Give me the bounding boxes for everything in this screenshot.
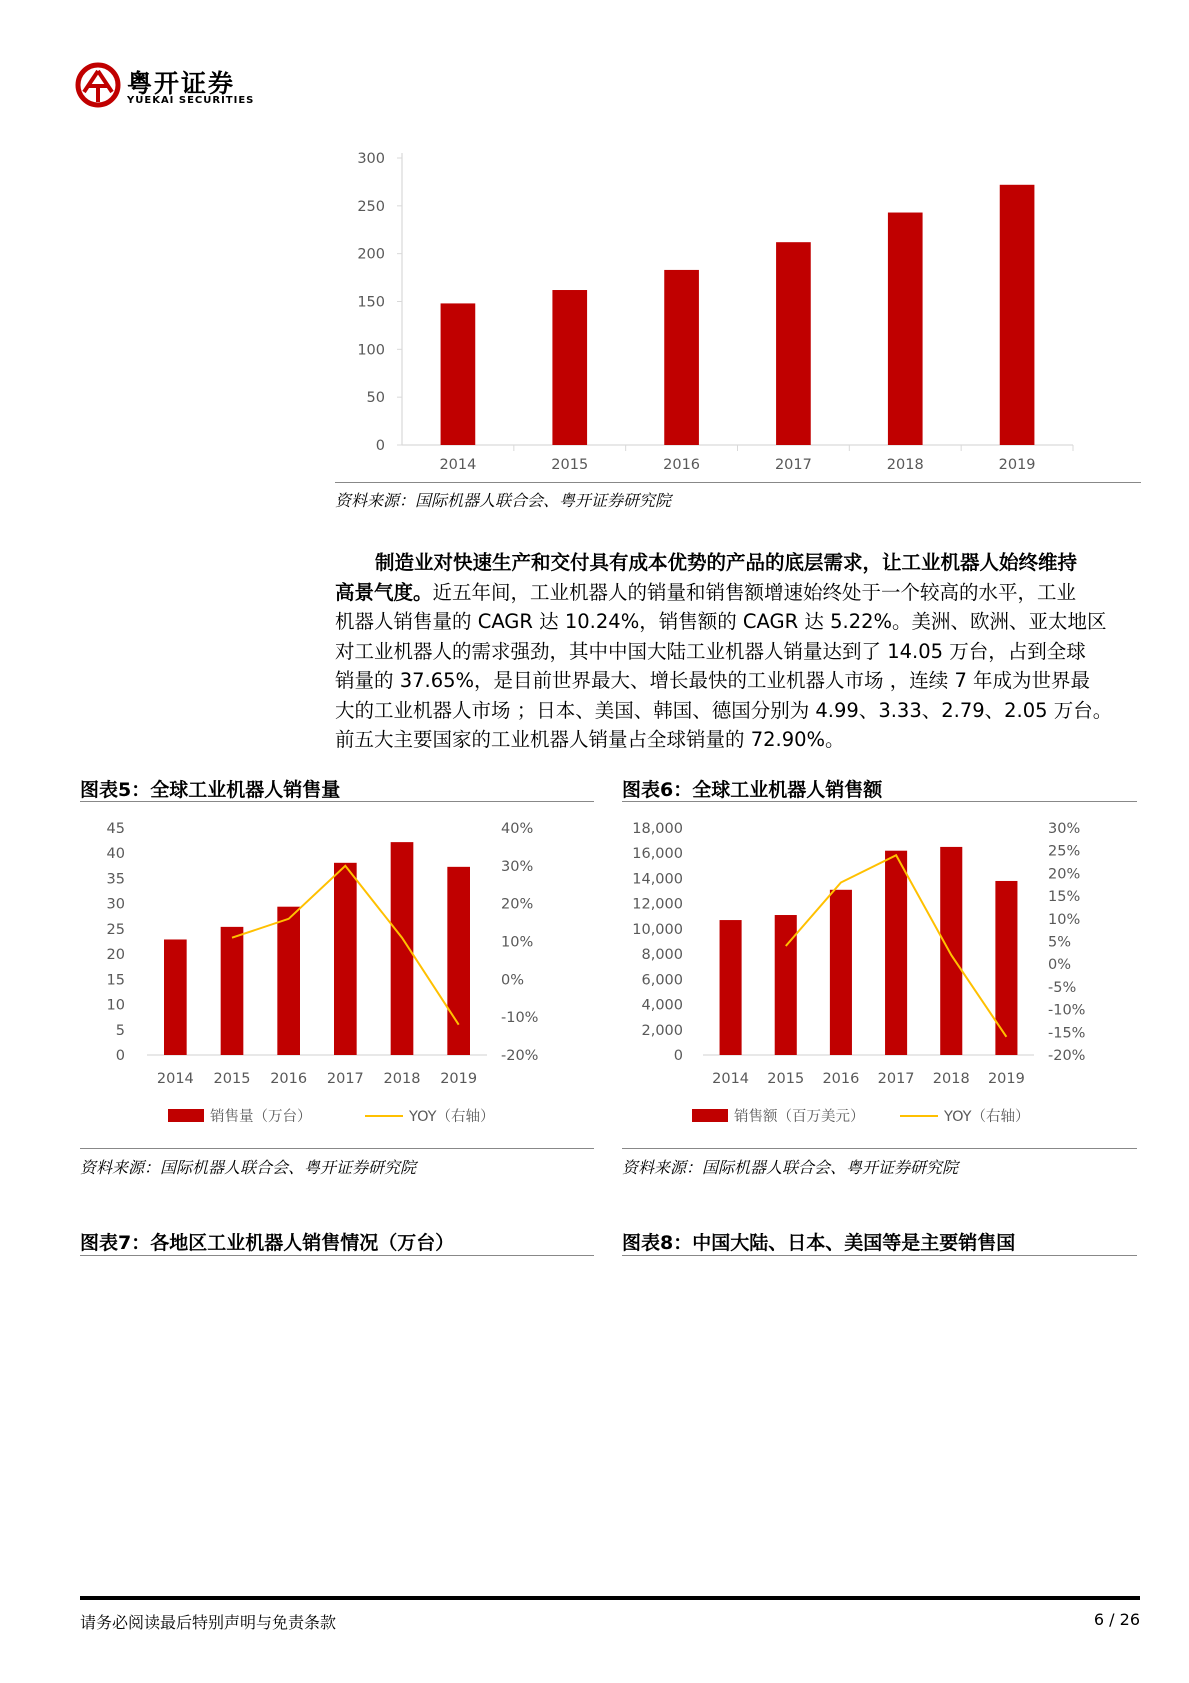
company-logo: [75, 62, 275, 112]
y2-tick-label: -20%: [1048, 1048, 1086, 1064]
x-tick-label: 2014: [712, 1071, 750, 1087]
footer-bar: [80, 1596, 1140, 1600]
y2-tick-label: 0%: [1048, 957, 1072, 974]
x-tick-label: 2017: [877, 1071, 915, 1087]
y2-tick-label: 30%: [501, 858, 534, 875]
y2-tick-label: 0%: [501, 972, 525, 989]
figure6-source: 资料来源：国际机器人联合会、粤开证券研究院: [622, 1158, 959, 1177]
x-tick-label: 2016: [663, 457, 701, 473]
bar: [940, 847, 962, 1055]
x-tick-label: 2018: [932, 1071, 970, 1087]
y-tick-label: 15: [106, 972, 125, 989]
y2-tick-label: 25%: [1048, 843, 1081, 860]
footer-disclaimer: 请务必阅读最后特别声明与免责条款: [80, 1613, 337, 1632]
para-line-7: 前五大主要国家的工业机器人销量占全球销量的 72.90%。: [335, 728, 845, 751]
y-tick-label: 100: [357, 342, 385, 359]
bar: [720, 920, 742, 1055]
legend-bar-label: 销售量（万台）: [210, 1109, 312, 1125]
legend-bar-swatch: [168, 1109, 204, 1122]
bar: [888, 213, 923, 445]
y-tick-label: 2,000: [641, 1022, 683, 1039]
bar: [221, 927, 244, 1055]
y-tick-label: 8,000: [641, 947, 683, 964]
logo-emblem-icon: [75, 62, 121, 108]
y-tick-label: 14,000: [632, 871, 683, 888]
para-line-4: 对工业机器人的需求强劲，其中中国大陆工业机器人销量达到了 14.05 万台，占到全球: [335, 639, 1086, 663]
x-tick-label: 2016: [270, 1071, 308, 1087]
y-tick-label: 150: [357, 294, 385, 311]
x-tick-label: 2017: [774, 457, 812, 473]
y-tick-label: 6,000: [641, 972, 683, 989]
bar: [277, 907, 300, 1055]
figure6-source-rule: [622, 1148, 1137, 1149]
figure8-title: 图表8：中国大陆、日本、美国等是主要销售国: [622, 1232, 1016, 1254]
top-bar-chart-svg: [335, 145, 1075, 475]
figure5-source-rule: [80, 1148, 594, 1149]
x-tick-label: 2015: [213, 1071, 251, 1087]
y-tick-label: 16,000: [632, 846, 683, 863]
y-tick-label: 20: [106, 947, 125, 964]
logo-chinese-name: 粤开证券: [127, 69, 236, 98]
legend-line-label: YOY（右轴）: [409, 1109, 495, 1125]
y-tick-label: 18,000: [632, 821, 683, 837]
y-tick-label: 300: [357, 151, 385, 167]
figure5-chart: [80, 810, 594, 1144]
figure7-title: 图表7：各地区工业机器人销售情况（万台）: [80, 1232, 455, 1254]
y-tick-label: 10: [106, 997, 125, 1014]
y2-tick-label: 20%: [501, 896, 534, 913]
bar: [164, 939, 187, 1055]
y-tick-label: 0: [115, 1048, 125, 1064]
y-tick-label: 30: [106, 896, 125, 913]
x-tick-label: 2017: [326, 1071, 364, 1087]
y-tick-label: 45: [106, 821, 125, 837]
y2-tick-label: -10%: [501, 1010, 539, 1027]
x-tick-label: 2019: [987, 1071, 1025, 1087]
x-tick-label: 2016: [822, 1071, 860, 1087]
x-tick-label: 2018: [383, 1071, 421, 1087]
bar: [447, 867, 470, 1055]
page-footer: [80, 1610, 1140, 1633]
page-number: 6 / 26: [1093, 1610, 1140, 1629]
top-bar-chart: [335, 145, 1075, 479]
top-chart-source: 资料来源：国际机器人联合会、粤开证券研究院: [335, 491, 672, 510]
figure5-source: 资料来源：国际机器人联合会、粤开证券研究院: [80, 1158, 417, 1177]
y-tick-label: 200: [357, 246, 385, 263]
y-tick-label: 12,000: [632, 896, 683, 913]
legend-bar-swatch: [692, 1109, 728, 1122]
figure5-title-rule: [80, 801, 594, 802]
x-tick-label: 2019: [998, 457, 1036, 473]
para-line-3: 机器人销售量的 CAGR 达 10.24%，销售额的 CAGR 达 5.22%。美洲、欧洲、亚太地区: [335, 610, 1107, 633]
y-tick-label: 50: [366, 390, 385, 407]
bar: [885, 851, 907, 1055]
bar: [334, 863, 357, 1055]
y-tick-label: 0: [673, 1048, 683, 1064]
bar: [830, 890, 852, 1055]
y2-tick-label: 20%: [1048, 866, 1081, 883]
y2-tick-label: 15%: [1048, 889, 1081, 906]
bar: [776, 242, 811, 445]
figure6-chart: [622, 810, 1137, 1144]
figure8-title-rule: [622, 1255, 1137, 1256]
bar: [552, 290, 587, 445]
y-tick-label: 40: [106, 846, 125, 863]
figure6-chart-svg: [622, 810, 1137, 1140]
x-tick-label: 2014: [156, 1071, 194, 1087]
figure5-title: 图表5：全球工业机器人销售量: [80, 779, 341, 801]
bar: [441, 303, 476, 445]
y-tick-label: 35: [106, 871, 125, 888]
y-tick-label: 25: [106, 921, 125, 938]
body-paragraph: [335, 548, 1141, 755]
y-tick-label: 250: [357, 198, 385, 215]
y-tick-label: 0: [375, 438, 385, 454]
bar: [995, 881, 1017, 1055]
x-tick-label: 2018: [886, 457, 924, 473]
y2-tick-label: 30%: [1048, 821, 1081, 837]
y-tick-label: 4,000: [641, 997, 683, 1014]
logo-english-name: YUEKAI SECURITIES: [127, 95, 255, 106]
y2-tick-label: -10%: [1048, 1002, 1086, 1019]
y2-tick-label: -20%: [501, 1048, 539, 1064]
para-line-6: 大的工业机器人市场 ；日本、美国、韩国、德国分别为 4.99、3.33、2.79、2.05 万台。: [335, 698, 1113, 722]
y2-tick-label: -5%: [1048, 979, 1077, 996]
figure6-title-rule: [622, 801, 1137, 802]
x-tick-label: 2019: [440, 1071, 478, 1087]
bar: [664, 270, 699, 445]
x-tick-label: 2015: [767, 1071, 805, 1087]
legend-bar-label: 销售额（百万美元）: [734, 1109, 865, 1125]
figure6-title: 图表6：全球工业机器人销售额: [622, 779, 883, 801]
para-line-2: 近五年间，工业机器人的销量和销售额增速始终处于一个较高的水平，工业: [432, 580, 1077, 604]
top-chart-rule: [335, 482, 1141, 483]
y2-tick-label: 5%: [1048, 934, 1072, 951]
figure7-title-rule: [80, 1255, 594, 1256]
y-tick-label: 10,000: [632, 921, 683, 938]
y2-tick-label: -15%: [1048, 1025, 1086, 1042]
y2-tick-label: 10%: [501, 934, 534, 951]
para-line-5: 销量的 37.65%，是目前世界最大、增长最快的工业机器人市场 ，连续 7 年成为世界最: [335, 669, 1091, 692]
x-tick-label: 2015: [551, 457, 589, 473]
y-tick-label: 5: [115, 1022, 125, 1039]
legend-line-label: YOY（右轴）: [944, 1109, 1030, 1125]
x-tick-label: 2014: [439, 457, 477, 473]
bar: [1000, 185, 1035, 445]
y2-tick-label: 10%: [1048, 911, 1081, 928]
para-line-1: 制造业对快速生产和交付具有成本优势的产品的底层需求，让工业机器人始终维持: [375, 551, 1078, 574]
para-line-2-bold: 高景气度。: [335, 580, 433, 604]
y2-tick-label: 40%: [501, 821, 534, 837]
figure5-chart-svg: [80, 810, 594, 1140]
